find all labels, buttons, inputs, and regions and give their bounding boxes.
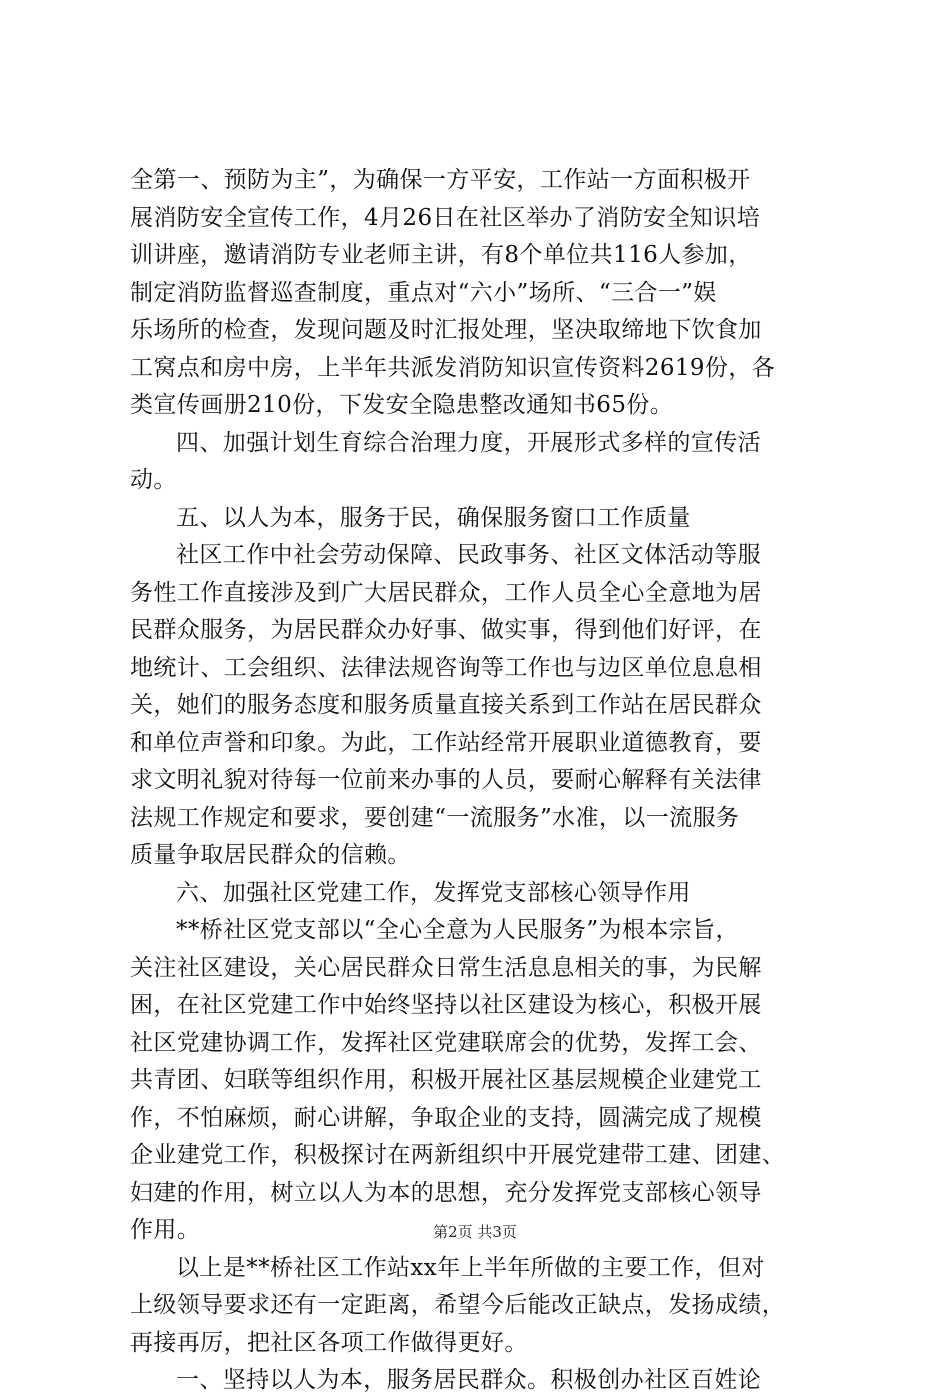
section-heading: 五、以人为本，服务于民，确保服务窗口工作质量 — [176, 504, 691, 531]
text-line: 质量争取居民群众的信赖。 — [130, 842, 411, 868]
text-line: 工窝点和房中房，上半年共派发消防知识宣传资料2619份，各 — [130, 354, 776, 381]
text-line: 再接再厉，把社区各项工作做得更好。 — [130, 1329, 528, 1356]
document-body — [130, 162, 830, 1400]
text-line: 共青团、妇联等组织作用，积极开展社区基层规模企业建党工 — [130, 1067, 762, 1093]
text-line: 动。 — [130, 467, 177, 493]
text-line: 上级领导要求还有一定距离，希望今后能改正缺点，发扬成绩， — [130, 1292, 786, 1318]
text-line: 关注社区建设，关心居民群众日常生活息息相关的事，为民解 — [130, 954, 762, 981]
text-line: 务性工作直接涉及到广大居民群众，工作人员全心全意地为居 — [130, 579, 762, 606]
text-line: 社区党建协调工作，发挥社区党建联席会的优势，发挥工会、 — [130, 1029, 762, 1056]
text-line: 以上是**桥社区工作站xx年上半年所做的主要工作，但对 — [176, 1254, 765, 1281]
text-line: 民群众服务，为居民群众办好事、做实事，得到他们好评，在 — [130, 617, 762, 643]
text-line: 作用。 — [130, 1217, 201, 1243]
text-line: 社区工作中社会劳动保障、民政事务、社区文体活动等服 — [176, 542, 761, 568]
text-line: 全第一、预防为主”，为确保一方平安，工作站一方面积极开 — [130, 167, 751, 193]
text-line: 关，她们的服务态度和服务质量直接关系到工作站在居民群众 — [130, 692, 762, 718]
text-line: 法规工作规定和要求，要创建“一流服务”水准，以一流服务 — [130, 804, 740, 831]
text-line: 求文明礼貌对待每一位前来办事的人员，要耐心解释有关法律 — [130, 767, 762, 793]
text-line: 地统计、工会组织、法律法规咨询等工作也与边区单位息息相 — [130, 654, 762, 681]
text-line: 一、坚持以人为本，服务居民群众。积极创办社区百姓论 — [176, 1367, 761, 1393]
text-line: 训讲座，邀请消防专业老师主讲，有8个单位共116人参加， — [130, 242, 752, 268]
text-line: 和单位声誉和印象。为此，工作站经常开展职业道德教育，要 — [130, 729, 762, 756]
page-number-footer: 第2页 共3页 — [433, 1223, 517, 1241]
text-line: 展消防安全宣传工作，4月26日在社区举办了消防安全知识培 — [130, 204, 761, 231]
text-line: 企业建党工作，积极探讨在两新组织中开展党建带工建、团建、 — [130, 1142, 786, 1168]
text-line: 作，不怕麻烦，耐心讲解，争取企业的支持，圆满完成了规模 — [130, 1104, 762, 1131]
section-heading: 六、加强社区党建工作，发挥党支部核心领导作用 — [176, 879, 691, 906]
text-line: 乐场所的检查，发现问题及时汇报处理，坚决取缔地下饮食加 — [130, 317, 762, 343]
text-line: 妇建的作用，树立以人为本的思想，充分发挥党支部核心领导 — [130, 1179, 762, 1206]
text-line: 类宣传画册210份，下发安全隐患整改通知书65份。 — [130, 392, 674, 418]
text-line: 困，在社区党建工作中始终坚持以社区建设为核心，积极开展 — [130, 992, 762, 1018]
text-line: **桥社区党支部以“全心全意为人民服务”为根本宗旨， — [176, 917, 739, 943]
text-line: 制定消防监督巡查制度，重点对“六小”场所、“三合一”娱 — [130, 279, 717, 306]
section-heading: 四、加强计划生育综合治理力度，开展形式多样的宣传活 — [176, 429, 761, 456]
